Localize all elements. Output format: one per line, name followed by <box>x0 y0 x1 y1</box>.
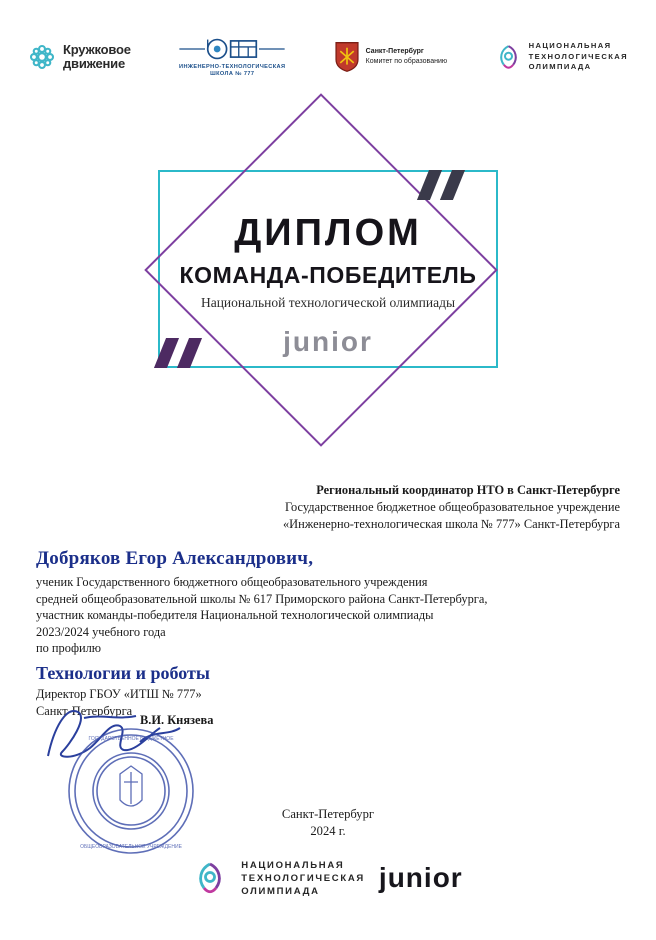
place-date-block <box>0 806 656 840</box>
diploma-emblem <box>0 140 656 420</box>
svg-text:ГОСУДАРСТВЕННОЕ БЮДЖЕТНОЕ: ГОСУДАРСТВЕННОЕ БЮДЖЕТНОЕ <box>88 736 174 742</box>
svg-text:ОБЩЕОБРАЗОВАТЕЛЬНОЕ УЧРЕЖДЕНИЕ: ОБЩЕОБРАЗОВАТЕЛЬНОЕ УЧРЕЖДЕНИЕ <box>80 844 182 850</box>
place-year: 2024 г. <box>310 824 346 838</box>
recipient-details <box>36 574 620 657</box>
school-caption-line1: ИНЖЕНЕРНО-ТЕХНОЛОГИЧЕСКАЯ <box>179 64 286 70</box>
director-line2: Санкт-Петербурга <box>36 703 133 718</box>
kruzhkovoe-line1: Кружковое <box>63 42 131 57</box>
place-city: Санкт-Петербург <box>281 807 375 821</box>
director-line1: Директор ГБОУ «ИТШ № 777» <box>36 687 202 701</box>
kruzhkovoe-line2: движение <box>63 56 125 71</box>
footer-nto-line2: ТЕХНОЛОГИЧЕСКАЯ <box>241 872 365 884</box>
recipient-line2: средней общеобразовательной школы № 617 Приморского района Санкт-Петербурга, <box>36 591 488 606</box>
footer-logo-strip <box>0 848 656 908</box>
committee-line2: Комитет по образованию <box>365 58 448 65</box>
coordinator-line2: Государственное бюджетное общеобразовательное учреждение <box>284 500 620 514</box>
recipient-name: Добряков Егор Александрович, <box>36 548 314 569</box>
profile-title: Технологии и роботы <box>36 662 210 683</box>
diploma-track: junior <box>283 326 373 357</box>
footer-nto-line1: НАЦИОНАЛЬНАЯ <box>241 859 345 871</box>
footer-junior-label: junior <box>378 862 463 893</box>
school-caption <box>179 64 285 78</box>
spb-coat-of-arms-icon <box>334 41 360 73</box>
logo-nto-header <box>495 41 628 73</box>
nto-label <box>529 41 628 73</box>
recipient-line1: ученик Государственного бюджетного общеобразовательного учреждения <box>36 575 428 589</box>
committee-label <box>366 47 447 67</box>
director-signature-name: В.И. Князева <box>140 713 214 727</box>
coordinator-line1: Региональный координатор НТО в Санкт-Петербурге <box>316 483 620 497</box>
recipient-line5: по профилю <box>36 641 102 655</box>
recipient-line3: участник команды-победителя Национальной технологической олимпиады <box>36 608 434 622</box>
recipient-block <box>36 548 620 684</box>
coordinator-block <box>36 482 620 533</box>
nto-line1: НАЦИОНАЛЬНАЯ <box>528 41 612 51</box>
diploma-description: Национальной технологической олимпиады <box>200 295 456 310</box>
kruzhkovoe-flower-icon <box>28 43 56 71</box>
recipient-line4: 2023/2024 учебного года <box>36 624 166 639</box>
committee-line1: Санкт-Петербург <box>365 48 424 55</box>
kruzhkovoe-label <box>63 43 131 71</box>
engineering-school-777-icon <box>178 36 286 62</box>
diploma-title: ДИПЛОМ <box>234 212 422 254</box>
footer-nto-line3: ОЛИМПИАДА <box>241 885 320 897</box>
nto-loop-icon <box>193 860 227 896</box>
nto-line3: ОЛИМПИАДА <box>528 62 592 72</box>
logo-school-777 <box>178 36 286 78</box>
coordinator-line3: «Инженерно-технологическая школа № 777» Санкт-Петербурга <box>282 517 620 531</box>
header-logo-strip <box>0 28 656 86</box>
nto-line2: ТЕХНОЛОГИЧЕСКАЯ <box>528 51 628 61</box>
logo-education-committee <box>334 41 447 73</box>
logo-kruzhkovoe-dvizhenie <box>28 43 131 71</box>
diploma-subtitle: КОМАНДА-ПОБЕДИТЕЛЬ <box>179 262 477 288</box>
nto-loop-icon <box>495 43 522 71</box>
footer-nto-label <box>241 859 365 898</box>
school-caption-line2: ШКОЛА № 777 <box>210 71 255 77</box>
